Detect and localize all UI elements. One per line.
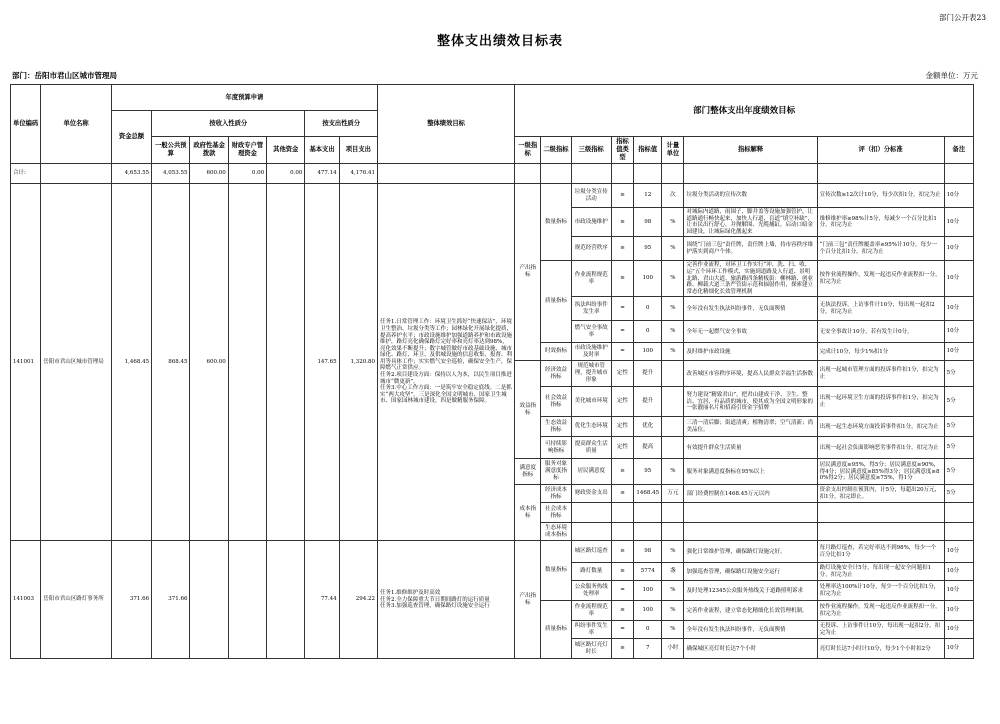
scoring-standard: 资金支出控制在预算内，计5分，每超出20万元，扣1分，扣完即止。 (817, 485, 944, 503)
measure-unit: 小时 (662, 639, 684, 659)
remark: 10分 (944, 321, 973, 343)
level3-indicator: 城区路灯巡查 (571, 541, 611, 563)
value-type: ≥ (611, 237, 633, 261)
level3-indicator: 美化城市环境 (571, 387, 611, 417)
value-type: ≥ (611, 541, 633, 563)
target-value: 98 (634, 541, 662, 563)
department-label: 部门：岳阳市君山区城市管理局 (12, 71, 117, 80)
unit-total: 1,468.45 (111, 184, 151, 541)
overall-goal-text: 任务1.日常管理工作：环境卫生抓好“快速保洁”、环境卫生整治、垃圾分类等工作；园林绿化开展绿化提质，提高养护水平；市政设施维护加强道路养护和市政设施维护，路灯亮化确保路灯完好率和亮灯率达到98%，亮化效果不断提升；数字城管做好市政基础设施、城市绿化、路灯、环卫、及供城设施的信息收集、报督、利用等具体工作；实实燃气安全巡检，确保安全生产，保障燃气正常供应。 任务2.项目建设方面：保持以人为本，以民生项目推进城市“微更新”。 任务3.中心工作方面：一是筑牢安全稳定底线。二是抓实“两大攻坚”，三是深化全国文明城市、国家卫生城市、国家园林城市建设，四是做精服务保障。 (378, 184, 515, 541)
measure-unit: % (662, 459, 684, 485)
header-annual-target: 部门整体支出年度绩效目标 (515, 85, 974, 137)
unit-code: 141003 (11, 541, 41, 659)
measure-unit: 次 (662, 184, 684, 208)
level3-indicator: 作业流程规范率 (571, 261, 611, 297)
header-project-expense: 项目支出 (339, 137, 377, 164)
empty-cell (944, 523, 973, 541)
unit2-rows (11, 541, 974, 659)
header-gov-fund: 政府性基金拨款 (190, 137, 228, 164)
indicator-explanation: 努力建设“精致君山”，把君山建成干净、卫生、整洁、宜居、有品质的城市，使其成为全国文明形象的一张靓丽名片和招商引资金字招牌 (684, 387, 817, 417)
target-value: 95 (634, 459, 662, 485)
empty-cell (662, 523, 684, 541)
measure-unit: 盏 (662, 563, 684, 581)
target-value: 1468.45 (634, 485, 662, 503)
empty-cell (611, 503, 633, 523)
remark: 10分 (944, 343, 973, 361)
measure-unit: % (662, 237, 684, 261)
scoring-standard: 居民满意度≥95%，得5分；居民满意度≥90%，得4分；居民满意度≥85%得3分；居民满意度≥80%得2分；居民满意度≥75%，得1分 (817, 459, 944, 485)
level1-indicator: 满意度指标 (515, 459, 541, 485)
page-number: 部门公开表23 (938, 13, 986, 22)
level1-indicator: 产出指标 (515, 184, 541, 361)
indicator-explanation: 及时维护市政设施 (684, 343, 817, 361)
level1-indicator: 成本指标 (515, 485, 541, 541)
empty-cell (634, 523, 662, 541)
total-label: 合计: (11, 164, 41, 184)
measure-unit: % (662, 343, 684, 361)
header-value-type: 指标值类型 (611, 137, 633, 164)
target-value: 100 (634, 261, 662, 297)
indicator-explanation: 服务对象满意度指标在95%以上 (684, 459, 817, 485)
target-value: 优化 (634, 417, 662, 437)
page-title: 整体支出绩效目标表 (436, 34, 563, 49)
remark: 10分 (944, 208, 973, 237)
indicator-explanation: 有效提升群众生活质量 (684, 437, 817, 459)
unit-name: 岳阳市君山区城市管理局 (41, 184, 112, 541)
header-unit-name: 单位名称 (41, 85, 112, 164)
level2-indicator: 可持续影响指标 (541, 437, 571, 459)
unit-fiscal (228, 184, 266, 541)
overall-goal-text: 任务1.维修维护及时高效 任务2.全力保障重大节日期间路灯的运行质量 任务3.加强巡查管理，确保路灯设施安全运行 (378, 541, 515, 659)
unit-other (267, 184, 305, 541)
level2-indicator: 经济效益指标 (541, 361, 571, 387)
measure-unit: % (662, 541, 684, 563)
level2-indicator: 生态环境成本指标 (541, 523, 571, 541)
target-value: 98 (634, 208, 662, 237)
unit-project: 1,320.80 (339, 184, 377, 541)
level2-indicator: 社会效益指标 (541, 387, 571, 417)
scoring-standard: 出现一起环境卫生方面的投诉事件扣1分，扣完为止 (817, 387, 944, 417)
header-level1: 一级指标 (515, 137, 541, 164)
measure-unit: % (662, 261, 684, 297)
target-value: 7 (634, 639, 662, 659)
unit-total: 371.66 (111, 541, 151, 659)
indicator-explanation: 围绕“门前三包”责任牌，责任牌上墙，持市容秩序维护落实到商户个体。 (684, 237, 817, 261)
header-expense-type: 按支出性质分 (305, 111, 378, 137)
empty-cell (611, 523, 633, 541)
scoring-standard: 完成计10分，每少1%扣1分 (817, 343, 944, 361)
empty-cell (944, 503, 973, 523)
remark: 5分 (944, 459, 973, 485)
unit-name: 岳阳市君山区路灯事务所 (41, 541, 112, 659)
header-unit-code: 单位编码 (11, 85, 41, 164)
level3-indicator: 城区路灯亮灯时长 (571, 639, 611, 659)
level3-indicator: 执法纠纷事件发生率 (571, 297, 611, 321)
unit1-rows (11, 184, 974, 541)
indicator-explanation: 部门经费控制在1468.45万元以内 (684, 485, 817, 503)
scoring-standard: 按作业流程操作，发现一起违反作业流程扣一分，扣完为止 (817, 261, 944, 297)
remark: 10分 (944, 621, 973, 639)
measure-unit: % (662, 321, 684, 343)
indicator-explanation: 全年没有发生执法纠纷事件，无负面舆情 (684, 621, 817, 639)
level3-indicator: 作业流程规范率 (571, 601, 611, 621)
level1-indicator: 产出指标 (515, 541, 541, 659)
total-project: 4,176.41 (339, 164, 377, 184)
indicator-explanation: 改善城区市容秩序环境，提高人民群众幸福生活指数 (684, 361, 817, 387)
value-type: 定性 (611, 361, 633, 387)
measure-unit (662, 437, 684, 459)
measure-unit (662, 417, 684, 437)
indicator-explanation: 对城际内道路、雨围子、脚井盖等设施加强管护，让道路通行畅快起来，加快人行道、盲道“填空补缺”，让市民出行舒心，并抛解围、光缆捕缸，启动口暗金园建设，让城际绿化靓起来 (684, 208, 817, 237)
measure-unit: 万元 (662, 485, 684, 503)
header-overall-goal: 整体绩效目标 (378, 85, 515, 164)
level3-indicator: 规范城市管理，提升城市形象 (571, 361, 611, 387)
total-fiscal: 0.00 (228, 164, 266, 184)
total-basic: 477.14 (305, 164, 339, 184)
value-type: ≥ (611, 208, 633, 237)
value-type: = (611, 297, 633, 321)
header-unit: 计量单位 (662, 137, 684, 164)
header-fiscal-account: 财政专户管理资金 (228, 137, 266, 164)
value-type: ≥ (611, 601, 633, 621)
currency-unit-label: 金额单位：万元 (925, 71, 978, 80)
empty-cell (817, 523, 944, 541)
scoring-standard: 亮灯时长达7小时计10分，每少1个小时扣2分 (817, 639, 944, 659)
remark: 5分 (944, 361, 973, 387)
performance-table-wrapper (10, 84, 974, 724)
target-value: 0 (634, 297, 662, 321)
remark: 5分 (944, 387, 973, 417)
measure-unit: % (662, 581, 684, 601)
measure-unit: % (662, 297, 684, 321)
unit-project: 294.22 (339, 541, 377, 659)
level2-indicator: 社会成本指标 (541, 503, 571, 523)
indicator-explanation: 确保城区亮灯时长达7个小时 (684, 639, 817, 659)
header-value: 指标值 (634, 137, 662, 164)
unit-basic: 147.65 (305, 184, 339, 541)
unit-basic: 77.44 (305, 541, 339, 659)
indicator-explanation: 三清一清后脚；街道清爽；植物清翠；空气清新；尚美品位。 (684, 417, 817, 437)
target-value: 提升 (634, 361, 662, 387)
level2-indicator: 数量指标 (541, 541, 571, 601)
remark: 5分 (944, 417, 973, 437)
scoring-standard: 处理率达100%计10分，每少一个百分比扣1分，扣完为止 (817, 581, 944, 601)
value-type: = (611, 621, 633, 639)
scoring-standard: 维修维护率≥98%计5分，每减少一个百分比扣1分，扣完为止 (817, 208, 944, 237)
target-value: 0 (634, 621, 662, 639)
value-type: ≥ (611, 639, 633, 659)
level3-indicator: 居民满意度 (571, 459, 611, 485)
remark: 10分 (944, 297, 973, 321)
target-value: 12 (634, 184, 662, 208)
header-explanation: 指标解释 (684, 137, 817, 164)
remark: 5分 (944, 437, 973, 459)
level2-indicator: 质量指标 (541, 261, 571, 343)
target-value: 100 (634, 581, 662, 601)
header-income-type: 按收入性质分 (152, 111, 305, 137)
unit-general: 371.66 (152, 541, 190, 659)
total-general: 4,053.55 (152, 164, 190, 184)
header-budget: 年度预算申请 (111, 85, 377, 111)
unit-code: 141001 (11, 184, 41, 541)
level3-indicator: 纠纷事件发生率 (571, 621, 611, 639)
value-type: = (611, 581, 633, 601)
performance-table (10, 84, 974, 659)
indicator-explanation: 完善作业流程，对环卫工作实行“冲、洗、扫、收、运”五个环环工作模式，实施到道路及人行道、景明北路、君山大道、旅游路四条精板街：柳林路、创业路、柳载大道三条严管街示范和辐射作用，探索建立常态化精细化长效管理机制 (684, 261, 817, 297)
target-value: 100 (634, 343, 662, 361)
header-general-budget: 一般公共预算 (152, 137, 190, 164)
remark: 10分 (944, 184, 973, 208)
scoring-standard: 出现一起生态环境方面投诉事件扣1分，扣完为止 (817, 417, 944, 437)
header-level3: 三级指标 (571, 137, 611, 164)
measure-unit: % (662, 601, 684, 621)
total-row (11, 164, 974, 184)
value-type: = (611, 343, 633, 361)
empty-cell (817, 503, 944, 523)
indicator-explanation: 完善作业流程，建立常态化精细化长效管理机制。 (684, 601, 817, 621)
value-type: 定性 (611, 387, 633, 417)
measure-unit (662, 361, 684, 387)
level3-indicator: 财政资金支出 (571, 485, 611, 503)
indicator-explanation: 及时处理12345公众服务热线关于道路照明诉求 (684, 581, 817, 601)
level1-indicator: 效益指标 (515, 361, 541, 459)
level2-indicator: 经济成本指标 (541, 485, 571, 503)
header-remark: 备注 (944, 137, 973, 164)
level3-indicator: 规范经营秩序 (571, 237, 611, 261)
total-amount: 4,653.55 (111, 164, 151, 184)
remark: 5分 (944, 485, 973, 503)
indicator-explanation: 强化日常维护管理，确保路灯设施完好。 (684, 541, 817, 563)
total-empty (41, 164, 112, 184)
measure-unit: % (662, 621, 684, 639)
value-type: ≥ (611, 261, 633, 297)
empty-cell (634, 503, 662, 523)
scoring-standard: “门前三包”责任牌覆盖率≥95%计10分，每少一个百分比扣1分，扣完为止 (817, 237, 944, 261)
level3-indicator: 市政设施维护及时率 (571, 343, 611, 361)
value-type: = (611, 321, 633, 343)
value-type: ≤ (611, 485, 633, 503)
unit-other (267, 541, 305, 659)
empty-cell (571, 523, 611, 541)
scoring-standard: 每月路灯巡查，若完好率达不到98%，每少一个百分比扣1分 (817, 541, 944, 563)
level3-indicator: 优化生态环境 (571, 417, 611, 437)
level3-indicator: 市政设施维护 (571, 208, 611, 237)
remark: 10分 (944, 237, 973, 261)
remark: 10分 (944, 541, 973, 563)
scoring-standard: 出现一起社会负面影响恶劣事件扣1分，扣完为止 (817, 437, 944, 459)
scoring-standard: 按作业流程操作，发现一起违反作业流程扣一分，扣完为止 (817, 601, 944, 621)
scoring-standard: 无投诉、上访事件计10分，每出现一起扣2分，扣完为止 (817, 621, 944, 639)
level3-indicator: 公众服务热线处理率 (571, 581, 611, 601)
total-fund: 600.00 (190, 164, 228, 184)
level2-indicator: 时效指标 (541, 343, 571, 361)
target-value: 提升 (634, 387, 662, 417)
empty-cell (684, 503, 817, 523)
header-level2: 二级指标 (541, 137, 571, 164)
target-value: 0 (634, 321, 662, 343)
indicator-explanation: 全年无一起燃气安全事故 (684, 321, 817, 343)
empty-cell (684, 523, 817, 541)
value-type: ≥ (611, 459, 633, 485)
empty-cell (571, 503, 611, 523)
level3-indicator: 垃圾分类宣传活动 (571, 184, 611, 208)
header-scoring: 评（扣）分标准 (817, 137, 944, 164)
target-value: 100 (634, 601, 662, 621)
indicator-row (11, 184, 974, 208)
header-basic-expense: 基本支出 (305, 137, 339, 164)
level3-indicator: 提高群众生活质量 (571, 437, 611, 459)
value-type: 定性 (611, 417, 633, 437)
unit-fund (190, 541, 228, 659)
indicator-explanation: 全年没有发生执法纠纷事件，无负面舆情 (684, 297, 817, 321)
scoring-standard: 宣传次数≥12次计10分，每少次扣1分，扣完为止 (817, 184, 944, 208)
remark: 10分 (944, 581, 973, 601)
target-value: 5774 (634, 563, 662, 581)
level3-indicator: 燃气安全事故率 (571, 321, 611, 343)
scoring-standard: 无安全事故计10分，若有发生计0分。 (817, 321, 944, 343)
unit-general: 868.45 (152, 184, 190, 541)
remark: 10分 (944, 639, 973, 659)
indicator-explanation: 加强巡查管理，确保路灯设施安全运行 (684, 563, 817, 581)
level2-indicator: 数量指标 (541, 184, 571, 261)
value-type: ≥ (611, 563, 633, 581)
scoring-standard: 无执法投诉，上访事件计10分，每出现一起扣2分，扣完为止 (817, 297, 944, 321)
remark: 10分 (944, 601, 973, 621)
indicator-row (11, 541, 974, 563)
value-type: 定性 (611, 437, 633, 459)
value-type: ≥ (611, 184, 633, 208)
level3-indicator: 路灯数量 (571, 563, 611, 581)
header-total: 资金总额 (111, 111, 151, 164)
unit-fund: 600.00 (190, 184, 228, 541)
indicator-explanation: 垃圾分类活动的宣传次数 (684, 184, 817, 208)
header-other-funds: 其他资金 (267, 137, 305, 164)
level2-indicator: 生态效益指标 (541, 417, 571, 437)
measure-unit (662, 387, 684, 417)
remark: 10分 (944, 563, 973, 581)
scoring-standard: 路灯设施安全计5分，每出现一起安全问题扣1分，扣完为止 (817, 563, 944, 581)
total-other: 0.00 (267, 164, 305, 184)
measure-unit: % (662, 208, 684, 237)
scoring-standard: 出现一起城市管理方面的投诉事件扣1分，扣完为止 (817, 361, 944, 387)
target-value: 95 (634, 237, 662, 261)
empty-cell (662, 503, 684, 523)
target-value: 提高 (634, 437, 662, 459)
level2-indicator: 质量指标 (541, 601, 571, 659)
unit-fiscal (228, 541, 266, 659)
level2-indicator: 服务对象满意度指标 (541, 459, 571, 485)
remark: 10分 (944, 261, 973, 297)
